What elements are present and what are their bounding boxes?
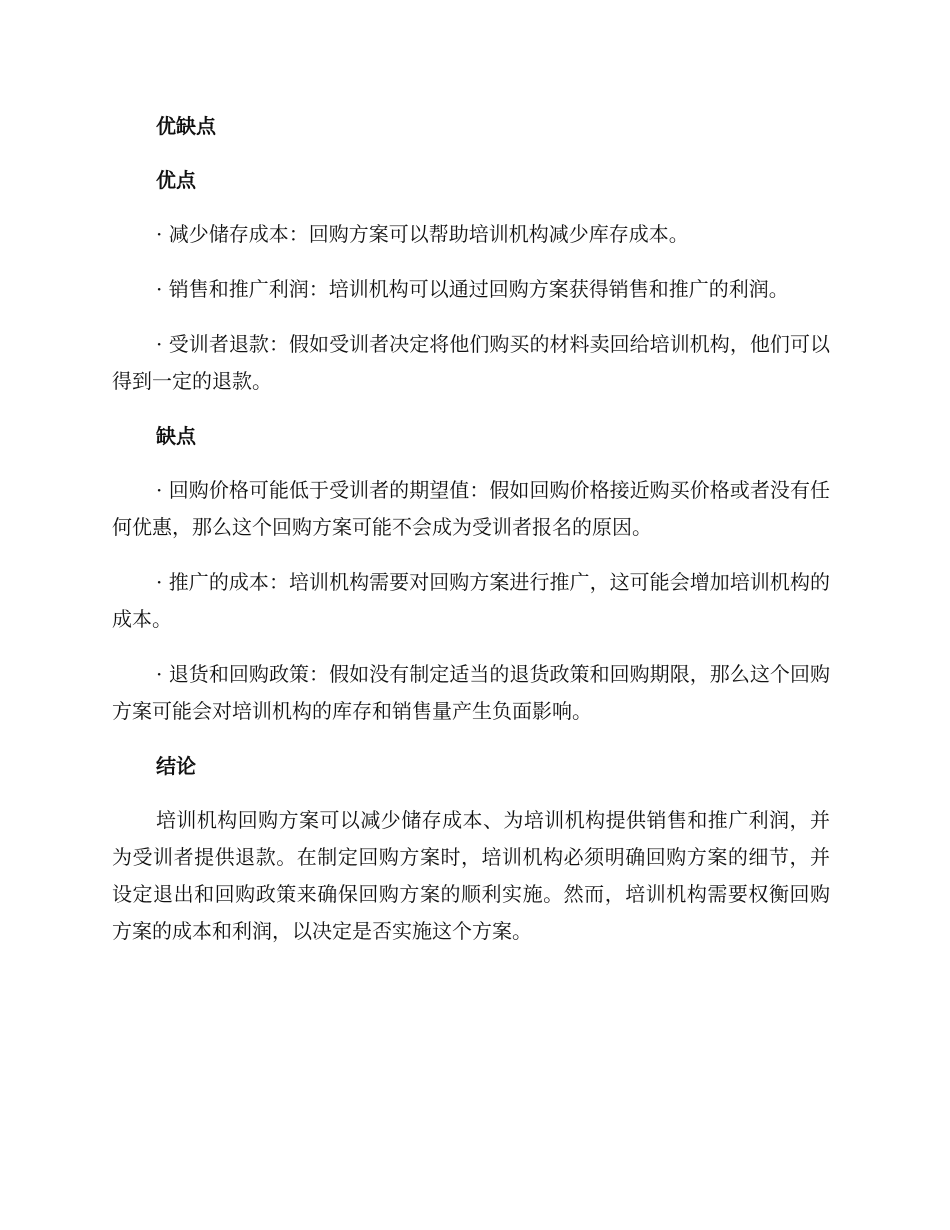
advantage-item: · 减少储存成本：回购方案可以帮助培训机构减少库存成本。 [156,222,689,246]
document-body [112,108,830,968]
conclusion-paragraph: 培训机构回购方案可以减少储存成本、为培训机构提供销售和推广利润，并为受训者提供退款。在制定回购方案时，培训机构必须明确回购方案的细节，并设定退出和回购政策来确保回购方案的顺利实施。然而，培训机构需要权衡回购方案的成本和利润，以决定是否实施这个方案。 [112,808,830,943]
disadvantages-heading: 缺点 [156,424,196,448]
disadvantage-item: · 退货和回购政策：假如没有制定适当的退货政策和回购期限，那么这个回购方案可能会对培训机构的库存和销售量产生负面影响。 [112,662,830,723]
advantage-item: · 销售和推广利润：培训机构可以通过回购方案获得销售和推广的利润。 [156,277,789,301]
advantages-heading: 优点 [156,168,196,192]
section-title: 优缺点 [156,114,216,138]
advantage-item: · 受训者退款：假如受训者决定将他们购买的材料卖回给培训机构，他们可以得到一定的退款。 [112,332,830,393]
conclusion-heading: 结论 [156,754,196,778]
disadvantage-item: · 推广的成本：培训机构需要对回购方案进行推广，这可能会增加培训机构的成本。 [112,570,830,631]
disadvantage-item: · 回购价格可能低于受训者的期望值：假如回购价格接近购买价格或者没有任何优惠，那么这个回购方案可能不会成为受训者报名的原因。 [112,478,830,539]
